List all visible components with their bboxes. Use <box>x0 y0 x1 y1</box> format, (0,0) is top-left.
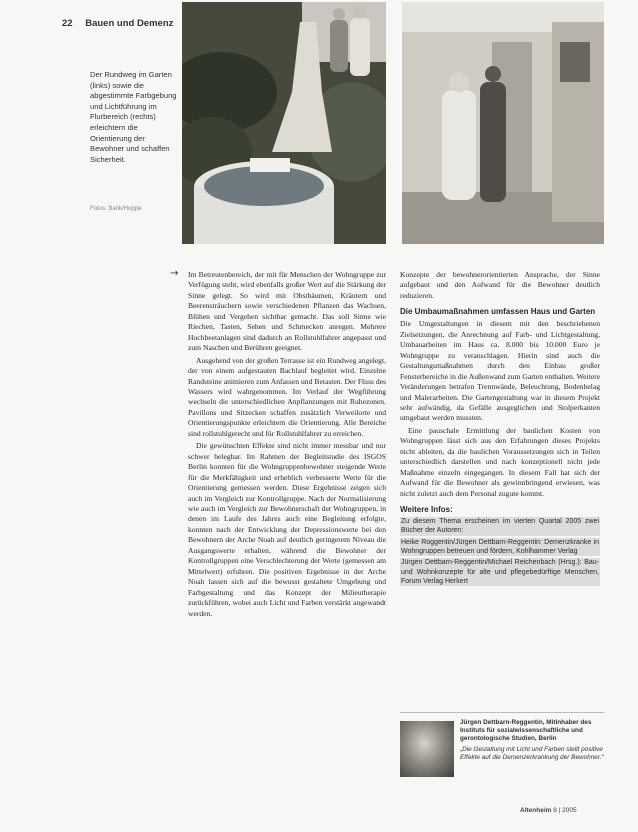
info-highlight: Zu diesem Thema erscheinen im vierten Quartal 2005 zwei Bücher der Autoren: <box>401 518 599 535</box>
paragraph: Die Umgestaltungen in diesem mit den beschriebenen Zielsetzungen, die Anrechnung auf Farb- und Lichtgestaltung, Umbauarbeiten im Haus ca. 8.000 bis 10.000 Euro je Wohngruppe zu veranschlagen. Hierin sind auch die Gestaltungsmaßnahmen durch den Einbau großer Fensterbereiche in die Außenwand zum Garten enthalten. Weitere Veränderungen betrafen Trennwände, Beleuchtung, Bodenbelag und Malerarbeiten. Die Gartengestaltung war in diesem Projekt sehr aufwändig, da Gefälle ausgeglichen und Stolperkanten umgebaut werden mussten. <box>400 319 600 423</box>
info-box <box>400 505 600 586</box>
magazine-name: Altenheim <box>520 807 552 814</box>
paragraph: Im Betreutenbereich, der mit für Menschen der Wohngruppe zur Verfügung steht, wird ebenfalls großer Wert auf die Stärkung der Sinne gelegt. So wird mit Obstbäumen, Kräutern und Beerensträuchern sowie verschiedenen Pflanzen das Wachsen, Blühen und Vergehen sichtbar gemacht. Das soll Sinne wie Riechen, Tasten, Sehen und Schmecken anregen. Mehrere Hochbeetanlagen sind dadurch an Rollstuhlfahrer angepasst und zum Naschen und Berühren geeignet. <box>188 270 386 353</box>
body-column-right <box>400 270 600 588</box>
paragraph: Konzepte der bewohnerorientierten Ansprache, der Sinne aufgebaut und den Aufwand für die Bewohner deutlich reduzieren. <box>400 270 600 300</box>
reference-item: Heike Roggentin/Jürgen Dettbarn-Reggentin: Demenzkranke in Wohngruppen betreuen und fördern, Kohlhammer Verlag <box>401 538 599 555</box>
garden-photo <box>182 2 386 244</box>
body-column-left <box>188 270 386 621</box>
paragraph: Eine pauschale Ermittlung der baulichen Kosten von Wohngruppen lässt sich aus den Erfahrungen dieses Projekts nicht ableiten, da die baulichen Voraussetzungen sich in Teilen unterschiedlich darstellen und nach konzeptionell nicht jede Maßnahme einzeln eingegangen. In diesem Fall hat sich der Aufwand für die Bewohner als gewinnbringend erwiesen, was nicht zuletzt auch dem Personal zugute kommt. <box>400 425 600 498</box>
page-number: 22 <box>62 18 73 29</box>
corridor-photo-illustration <box>402 2 604 244</box>
page-header <box>62 18 173 29</box>
issue-number: 8 | 2005 <box>553 807 577 814</box>
author-box <box>400 712 604 785</box>
author-photo <box>400 721 454 777</box>
page-footer <box>520 807 577 814</box>
author-name: Jürgen Dettbarn-Reggentin, Mitinhaber des Instituts für sozialwissenschaftliche und gerontologische Studien, Berlin <box>460 719 592 743</box>
section-heading: Die Umbaumaßnahmen umfassen Haus und Garten <box>400 307 596 317</box>
continue-arrow-icon: → <box>170 268 179 279</box>
paragraph: Die gewünschten Effekte sind nicht immer messbar und nur schwer belegbar. Im Rahmen der Begleitstudie des ISGOS Berlin konnten für die Wohngruppenbewohner steigende Werte für die Merkfähigkeit und erheblich verbesserte Werte für die Orientierung gemessen werden. Diese Ergebnisse zeigen sich auch im Vergleich zur Kontrollgruppe. Nach der Normalisierung wie auch im Vergleich zur Bewohnerschaft der Wohngruppen, in denen im Laufe des Jahres auch eine Begleitung erfolgte, konnten nach der Entwicklung der Depressionswerte bei den Bewohnern der Arche Noah auf deutlich geringerem Niveau die Ausgangswerte erhalten, während die Bewohner der Kontrollgruppen eine Verschlechterung der Werte (gemessen am Mittelwert) erfuhren. Die positiven Ergebnisse in der Arche Noah lassen sich auf die bewusst gestaltete Umgebung und Farbgestaltung und das Konzept der Milieutherapie zurückführen, wobei auch Licht und Farben verstärkt angewandt werden. <box>188 441 386 618</box>
author-quote: „Die Gestaltung mit Licht und Farben stellt positive Effekte auf die Demenzerkrankung der Bewohner.“ <box>460 745 604 761</box>
author-text <box>460 719 604 762</box>
reference-item: Jürgen Dettbarn-Reggentin/Michael Reichenbach (Hrsg.): Bau- und Wohnkonzepte für alte und pflegebedürftige Menschen, Forum Verlag Herkert <box>401 559 599 585</box>
corridor-photo <box>402 2 604 244</box>
photo-credit: Fotos: Bank/Hoppe <box>90 206 142 212</box>
photo-caption: Der Rundweg im Garten (links) sowie die abgestimmte Farbgebung und Lichtführung im Flurbereich (rechts) erleichtern die Orientierung der Bewohner und schaffen Sicherheit. <box>90 70 177 164</box>
info-heading: Weitere Infos: <box>400 505 453 515</box>
paragraph: Ausgehend von der großen Terrasse ist ein Rundweg angelegt, der von einem aufgestauten Bachlauf begleitet wird. Einzelne Randsteine animieren zum Anfassen und Betasten. Der Fluss des Wassers wird wahrgenommen. Im Verlauf der Wegführung wechseln die unterschiedlichen Anpflanzungen mit Ruhezonen. Pavillons und Sitzecken schaffen zusätzlich Verweilorte und Orientierungspunkte erleichtern die Orientierung. Alle Bereiche sind rollstuhlgerecht und für Rollstuhlfahrer zu erreichen. <box>188 355 386 438</box>
section-title: Bauen und Demenz <box>85 18 174 29</box>
garden-photo-illustration <box>182 2 386 244</box>
